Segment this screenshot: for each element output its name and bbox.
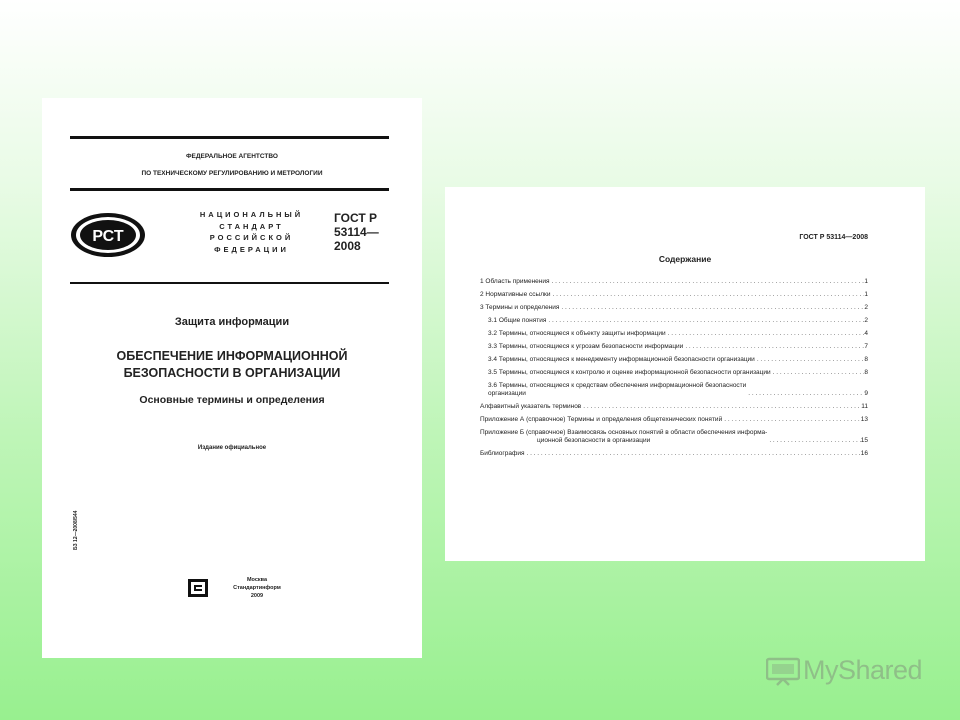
- toc-entry: Библиография . . . 16: [480, 445, 868, 458]
- toc-entry: 3.5 Термины, относящиеся к контролю и оценке информационной безопасности организации . . . 8: [480, 364, 868, 377]
- publisher-logo-icon: [188, 579, 208, 597]
- national-line: НАЦИОНАЛЬНЫЙ: [199, 210, 304, 219]
- toc-entry: Алфавитный указатель терминов . . . 11: [480, 398, 868, 411]
- toc-entry: 3 Термины и определения . . . 2: [480, 299, 868, 312]
- watermark-text: MyShared: [803, 655, 923, 685]
- publisher-block: [222, 576, 292, 600]
- toc-page: [445, 187, 925, 561]
- toc-title: Содержание: [658, 254, 712, 264]
- toc-entry: 3.6 Термины, относящиеся к средствам обеспечения информационной безопасности организации . . . 9: [480, 377, 868, 398]
- logo-text: РСТ: [92, 228, 124, 245]
- cover-page: [42, 98, 422, 658]
- toc-list: [480, 273, 868, 458]
- toc-entry: Приложение А (справочное) Термины и определения общетехнических понятий . . . 13: [480, 411, 868, 424]
- cover-title-top: Защита информации: [174, 316, 290, 328]
- vertical-code: БЗ 12—2008/544: [73, 510, 79, 550]
- toc-entry: 2 Нормативные ссылки . . . 1: [480, 286, 868, 299]
- cover-title-main-line-1: ОБЕСПЕЧЕНИЕ ИНФОРМАЦИОННОЙ: [116, 349, 348, 363]
- national-line: ФЕДЕРАЦИИ: [214, 244, 289, 254]
- edition-label: Издание официальное: [197, 445, 267, 451]
- toc-entry: 3.1 Общие понятия . . . 2: [480, 312, 868, 325]
- presentation-icon: [766, 656, 800, 686]
- toc-entry: 3.3 Термины, относящиеся к угрозам безопасности информации . . . 7: [480, 338, 868, 351]
- toc-entry: 1 Область применения . . . 1: [480, 273, 868, 286]
- cover-title-main: [42, 348, 422, 382]
- cover-lower-rule: [70, 282, 389, 284]
- toc-entry: Приложение Б (справочное) Взаимосвязь основных понятий в области обеспечения информа- ционной безопасности в организации . . . 15: [480, 424, 868, 445]
- toc-entry: 3.4 Термины, относящиеся к менеджменту информационной безопасности организации . . . 8: [480, 351, 868, 364]
- publisher-name: Стандартинформ: [233, 585, 281, 591]
- cover-mid-rule: [70, 188, 389, 191]
- gost-code-line-2: 53114—: [334, 225, 379, 239]
- publisher-city: Москва: [246, 577, 268, 583]
- cover-title-main-line-2: БЕЗОПАСНОСТИ В ОРГАНИЗАЦИИ: [123, 366, 341, 380]
- national-standard-block: [184, 209, 319, 255]
- cover-subtitle: Основные термины и определения: [139, 394, 325, 406]
- national-line: РОССИЙСКОЙ: [209, 233, 294, 242]
- cover-top-rule: [70, 136, 389, 139]
- myshared-watermark: [766, 655, 922, 686]
- agency-line-1: ФЕДЕРАЛЬНОЕ АГЕНТСТВО: [186, 153, 278, 160]
- national-line: СТАНДАРТ: [219, 221, 284, 231]
- gost-code-line-3: 2008: [334, 239, 361, 253]
- gost-code-line-1: ГОСТ Р: [334, 211, 378, 225]
- publisher-year: 2009: [250, 593, 264, 599]
- agency-line-2: ПО ТЕХНИЧЕСКОМУ РЕГУЛИРОВАНИЮ И МЕТРОЛОГИИ: [141, 170, 323, 177]
- toc-header: ГОСТ Р 53114—2008: [799, 234, 868, 241]
- rst-logo-icon: [70, 212, 146, 258]
- gost-code: [334, 211, 379, 253]
- toc-entry: 3.2 Термины, относящиеся к объекту защиты информации . . . 4: [480, 325, 868, 338]
